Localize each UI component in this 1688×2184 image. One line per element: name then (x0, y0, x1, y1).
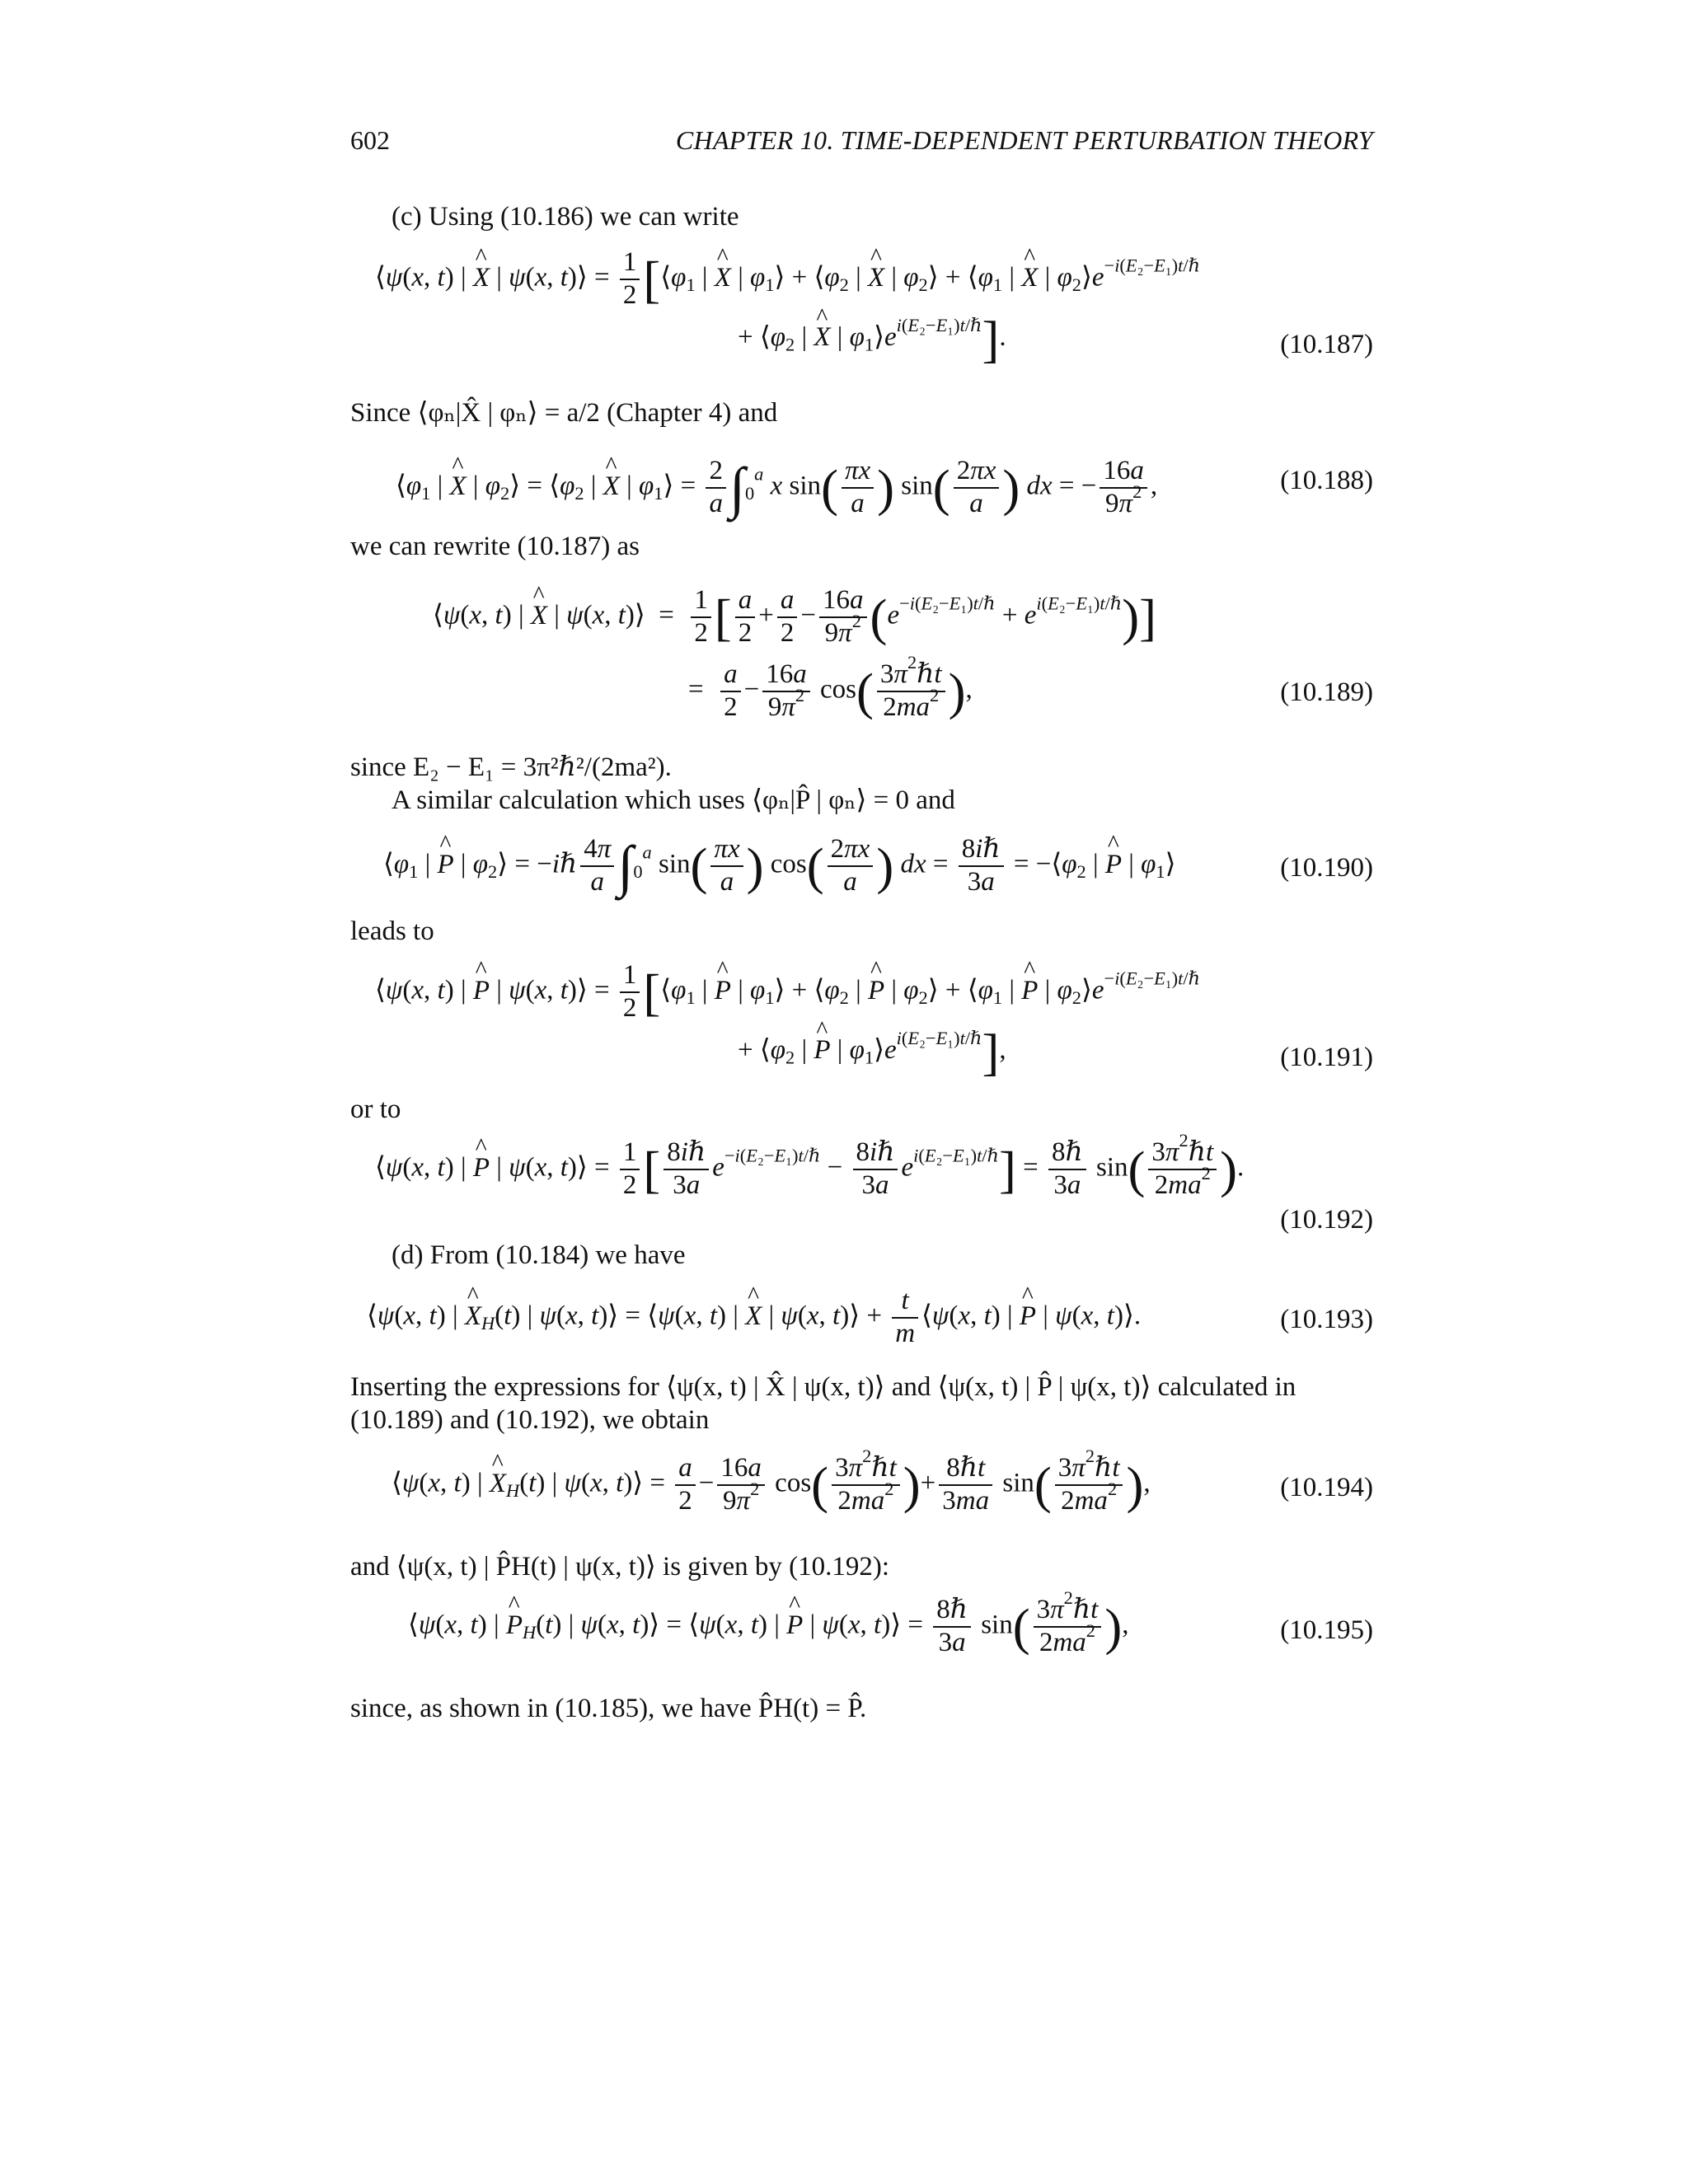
paragraph-similar: A similar calculation which uses ⟨φₙ|P̂ | φₙ⟩ = 0 and (392, 785, 955, 815)
paragraph-since-e: since E₂ − E₁ = 3π²ℏ²/(2ma²). (350, 752, 672, 782)
equation-number: (10.194) (1280, 1473, 1373, 1502)
paragraph-or-to: or to (350, 1094, 401, 1124)
equation-number: (10.190) (1280, 853, 1373, 883)
paragraph-c-intro: (c) Using (10.186) we can write (392, 202, 739, 232)
equation-10-190: $⟨\varphi_1$ | ^ P | $\varphi_2⟩$ = −iℏ $\frac{4\pi}{a}$ $\int_0^a$ sin( $\frac{\pi x}{a}$ ) cos( $\frac{2\pi x}{a}$ ) dx = $\frac{\text{8iℏ}}{3a}$ = $-⟨\varphi_2$ | ^ P | $\varphi_1⟩$ (10.190) (350, 824, 1373, 915)
equation-number: (10.189) (1280, 677, 1373, 707)
paragraph-d-intro: (d) From (10.184) we have (392, 1240, 686, 1270)
paragraph-rewrite: we can rewrite (10.187) as (350, 532, 640, 561)
equation-10-193: ⟨ψ(x, t) | ^ $X_H(t)$ | ψ(x, t)⟩ = ⟨ψ(x, t) | ^ X | ψ(x, t)⟩ + $\frac{t}{m}$ ⟨ψ(x, t) | ^ P | ψ(x, t)⟩. (10.193) (350, 1282, 1373, 1372)
equation-number: (10.187) (1280, 330, 1373, 359)
equation-10-195: ⟨ψ(x, t) | ^ $P_H(t)$ | ψ(x, t)⟩ = ⟨ψ(x, t) | ^ P | ψ(x, t)⟩ = $\frac{\text{8ℏ}}{3a}$ sin( $\frac{3\pi^2\hbar t}{2ma^2}$ ), (10.195) (350, 1591, 1373, 1690)
equation-number: (10.191) (1280, 1043, 1373, 1072)
equation-number: (10.193) (1280, 1305, 1373, 1334)
paragraph-final: since, as shown in (10.185), we have P̂H(t) = P̂. (350, 1694, 867, 1723)
paragraph-since-phi: Since ⟨φₙ|X̂ | φₙ⟩ = a/2 (Chapter 4) and (350, 398, 778, 428)
equation-10-191: ⟨ψ(x, t) | ^ P | ψ(x, t)⟩ = $\frac{1}{2}$ [$⟨\varphi_1$ | ^ P | $\varphi_1⟩$ + $⟨\varphi_2$ | ^ P | $\varphi_2⟩$ + $⟨\varphi_1$ | ^ P | $\varphi_2⟩e^{-i(E_2-E_1)t/\hbar}$ + $⟨\varphi_2$ | ^ P | $\varphi_1⟩e^{i(E_2-E_1)t/\hbar}$], (10.191) (350, 960, 1373, 1092)
paragraph-inserting-2: (10.189) and (10.192), we obtain (350, 1405, 710, 1435)
equation-10-188: $⟨\varphi_1$ | ^ X | $\varphi_2⟩$ = $⟨\varphi_2$ | ^ X | $\varphi_1⟩$ = $\frac{2}{a}$ $\int_0^a$ x sin( $\frac{\pi x}{a}$ ) sin( $\frac{2\pi x}{a}$ ) dx = − $\frac{16a}{9\pi^2}$ , (10.188) (350, 441, 1373, 532)
paragraph-inserting-1: Inserting the expressions for ⟨ψ(x, t) | X̂ | ψ(x, t)⟩ and ⟨ψ(x, t) | P̂ | ψ(x, t)⟩ calculated in (350, 1372, 1296, 1402)
running-header: CHAPTER 10. TIME-DEPENDENT PERTURBATION THEORY (675, 125, 1373, 155)
equation-10-194: ⟨ψ(x, t) | ^ $X_H(t)$ | ψ(x, t)⟩ = $\frac{a}{2}$ − $\frac{16a}{9\pi^2}$ cos( $\frac{3\pi^2\hbar t}{2ma^2}$ )+ $\frac{\text{8ℏt}}{3ma}$ sin( $\frac{3\pi^2\hbar t}{2ma^2}$ ), (10.194) (350, 1446, 1373, 1545)
equation-number: (10.188) (1280, 466, 1373, 495)
page-number: 602 (350, 125, 390, 155)
equation-10-189: ⟨ψ(x, t) | ^ X | ψ(x, t)⟩ = $\frac{1}{2}$ [ $\frac{a}{2}$ + $\frac{a}{2}$ − $\frac{16a}{9\pi^2}$ $(e^{-i(E_2-E_1)t/\hbar} + e^{i(E_2-E_1)t/\hbar})$] = $\frac{a}{2}$ − $\frac{16a}{9\pi^2}$ cos( $\frac{3\pi^2\hbar t}{2ma^2}$ ), (10.189) (350, 577, 1373, 742)
equation-number: (10.195) (1280, 1615, 1373, 1645)
paragraph-and-p: and ⟨ψ(x, t) | P̂H(t) | ψ(x, t)⟩ is given by (10.192): (350, 1552, 890, 1582)
equation-number: (10.192) (1280, 1205, 1373, 1235)
equation-10-192: ⟨ψ(x, t) | ^ P | ψ(x, t)⟩ = $\frac{1}{2}$ [ $\frac{\text{8iℏ}}{3a}$ $e^{-i(E_2-E_1)t/\hbar}$ − $\frac{\text{8iℏ}}{3a}$ $e^{i(E_2-E_1)t/\hbar}$] = $\frac{\text{8ℏ}}{3a}$ sin( $\frac{3\pi^2\hbar t}{2ma^2}$ ). (10.192) (350, 1137, 1373, 1244)
equation-10-187: ⟨ψ(x, t) | ^ X | ψ(x, t)⟩ = $\frac{1}{2}$ [$⟨\varphi_1$ | ^ X | $\varphi_1⟩$ + $⟨\varphi_2$ | ^ X | $\varphi_2⟩$ + $⟨\varphi_1$ | ^ X | $\varphi_2⟩e^{-i(E_2-E_1)t/\hbar}$ + $⟨\varphi_2$ | ^ X | $\varphi_1⟩e^{i(E_2-E_1)t/\hbar}$]. (10.187) (350, 247, 1373, 379)
paragraph-leads-to: leads to (350, 916, 434, 946)
